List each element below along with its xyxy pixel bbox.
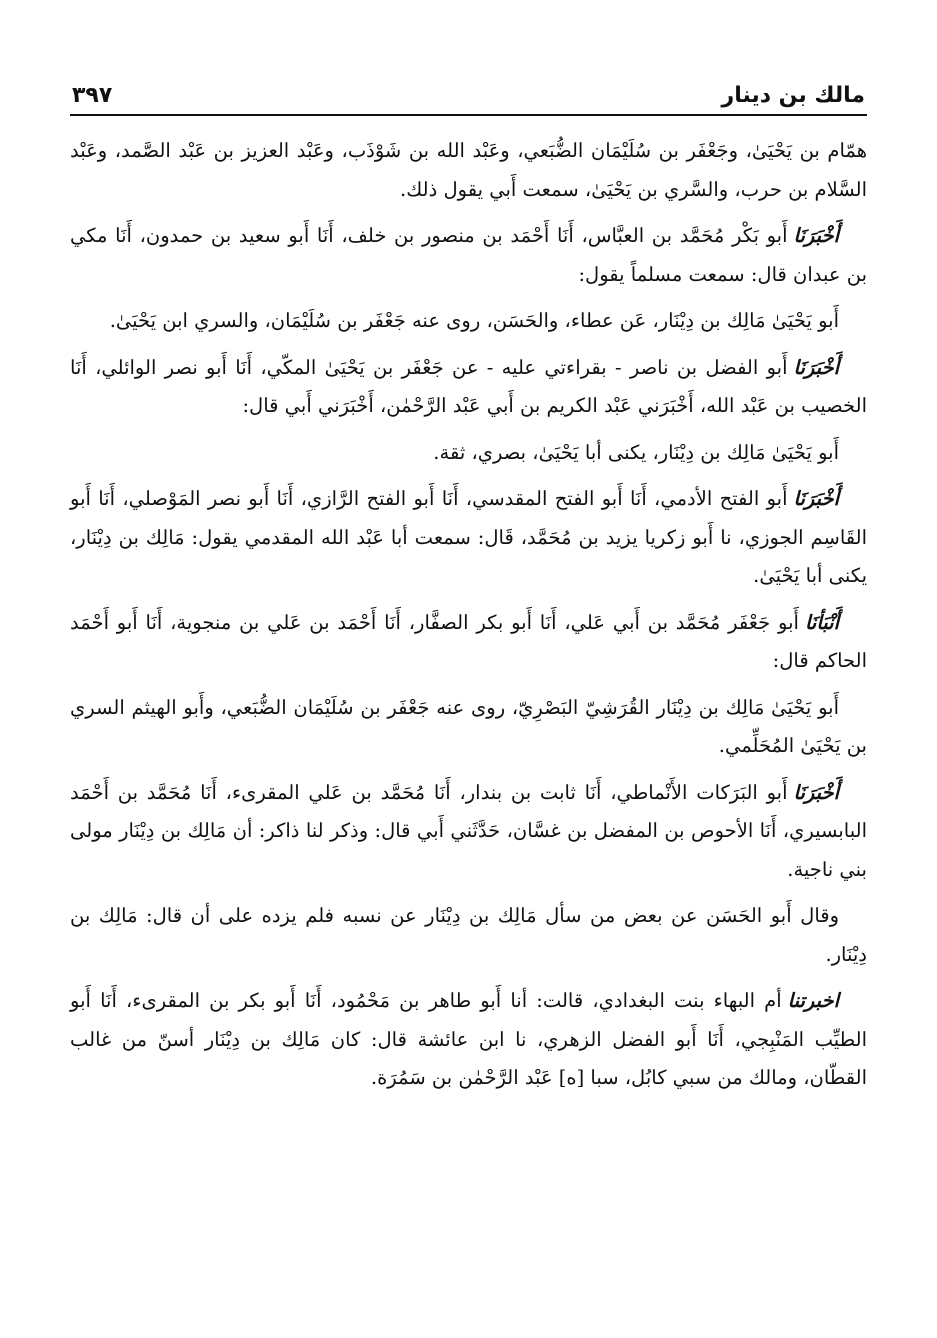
paragraph-lead: أَخْبَرَنَا: [793, 224, 839, 247]
running-header: [70, 68, 867, 116]
paragraph: [70, 132, 867, 209]
paragraph: [70, 604, 867, 681]
paragraph: [70, 349, 867, 426]
paragraph-text: أَبو يَحْيَىٰ مَالِك بن دِيْنَار، يكنى أبا يَحْيَىٰ، بصري، ثقة.: [433, 440, 839, 464]
paragraph-text: أَبو بَكْر مُحَمَّد بن العبَّاس، أَنَا أَحْمَد بن منصور بن خلف، أَنَا أَبو سعيد بن حمدون، أَنَا مكي بن عبدان قال: سمعت مسلماً يقول:: [70, 224, 867, 286]
paragraph: [70, 434, 867, 473]
paragraph-text: أم البهاء بنت البغدادي، قالت: أنا أَبو طاهر بن مَحْمُود، أَنَا أَبو بكر بن المقرىء، أَنَا أَبو الطيِّب المَنْبِجي، أَنَا أَبو الفضل الزهري، نا ابن عائشة قال: كان مَالِك بن دِيْنَار أسنّ من غالب القطّان، ومالك من سبي كابُل، سبا [ه] عَبْد الرَّحْمٰن بن سَمُرَة.: [70, 989, 867, 1089]
paragraph-lead: أَخْبَرَنَا: [793, 780, 839, 804]
paragraph: [70, 480, 867, 596]
paragraph: [70, 302, 867, 341]
paragraph-text: أَبو الفتح الأدمي، أَنَا أَبو الفتح المقدسي، أَنَا أَبو الفتح الرَّازي، أَنَا أَبو نصر المَوْصلي، أَنَا أَبو القَاسِم الجوزي، نا أَبو زكريا يزيد بن مُحَمَّد، قَال: سمعت أبا عَبْد الله المقدمي يقول: مَالِك بن دِيْنَار، يكنى أبا يَحْيَىٰ.: [70, 487, 867, 587]
paragraph: [70, 982, 867, 1098]
page-number: ٣٩٧: [72, 83, 113, 108]
book-page: [70, 68, 867, 1106]
paragraph: [70, 774, 867, 890]
body-text: [70, 132, 867, 1098]
header-title: مالك بن دينار: [721, 83, 865, 108]
paragraph-lead: أَخْبَرَنَا: [793, 355, 839, 379]
paragraph-text: أَبو جَعْفَر مُحَمَّد بن أَبي عَلي، أَنَا أَبو بكر الصفَّار، أَنَا أَحْمَد بن عَلي بن منجوية، أَنَا أَبو أَحْمَد الحاكم قال:: [70, 610, 867, 672]
paragraph: [70, 217, 867, 294]
paragraph-text: أَبو البَرَكات الأَنْماطي، أَنَا ثابت بن بندار، أَنَا مُحَمَّد بن عَلي المقرىء، أَنَا مُحَمَّد بن أَحْمَد البابسيري، أَنَا الأحوص بن المفضل بن غسَّان، حَدَّثَني أَبي قال: وذكر لنا ذاكر: أن مَالِك بن دِيْنَار مولى بني ناجية.: [70, 780, 867, 881]
paragraph-text: أَبو يَحْيَىٰ مَالِك بن دِيْنَار، عَن عطاء، والحَسَن، روى عنه جَعْفَر بن سُلَيْمَان، والسري ابن يَحْيَىٰ.: [109, 309, 839, 332]
paragraph: [70, 689, 867, 766]
paragraph: [70, 897, 867, 974]
paragraph-lead: أَنْبَأنَا: [804, 610, 839, 634]
paragraph-text: أَبو يَحْيَىٰ مَالِك بن دِيْنَار القُرَشِيّ البَصْرِيّ، روى عنه جَعْفَر بن سُلَيْمَان الضُّبَعي، وأَبو الهيثم السري بن يَحْيَىٰ المُحَلِّمي.: [70, 695, 867, 757]
paragraph-text: همّام بن يَحْيَىٰ، وجَعْفَر بن سُلَيْمَان الضُّبَعي، وعَبْد الله بن شَوْذَب، وعَبْد العزيز بن عَبْد الصَّمد، وعَبْد السَّلام بن حرب، والسَّري بن يَحْيَىٰ، سمعت أَبي يقول ذلك.: [70, 139, 867, 201]
paragraph-text: وقال أَبو الحَسَن عن بعض من سأل مَالِك بن دِيْنَار عن نسبه فلم يزده على أن قال: مَالِك بن دِيْنَار.: [70, 904, 867, 966]
paragraph-lead: أَخْبَرَنَا: [793, 487, 839, 510]
paragraph-lead: اخبرتنا: [787, 989, 839, 1012]
paragraph-text: أَبو الفضل بن ناصر - بقراءتي عليه - عن جَعْفَر بن يَحْيَىٰ المكّي، أَنَا أَبو نصر الوائلي، أَنَا الخصيب بن عَبْد الله، أَخْبَرَني عَبْد الكريم بن أَبي عَبْد الرَّحْمٰن، أَخْبَرَني أَبي قال:: [70, 355, 867, 417]
